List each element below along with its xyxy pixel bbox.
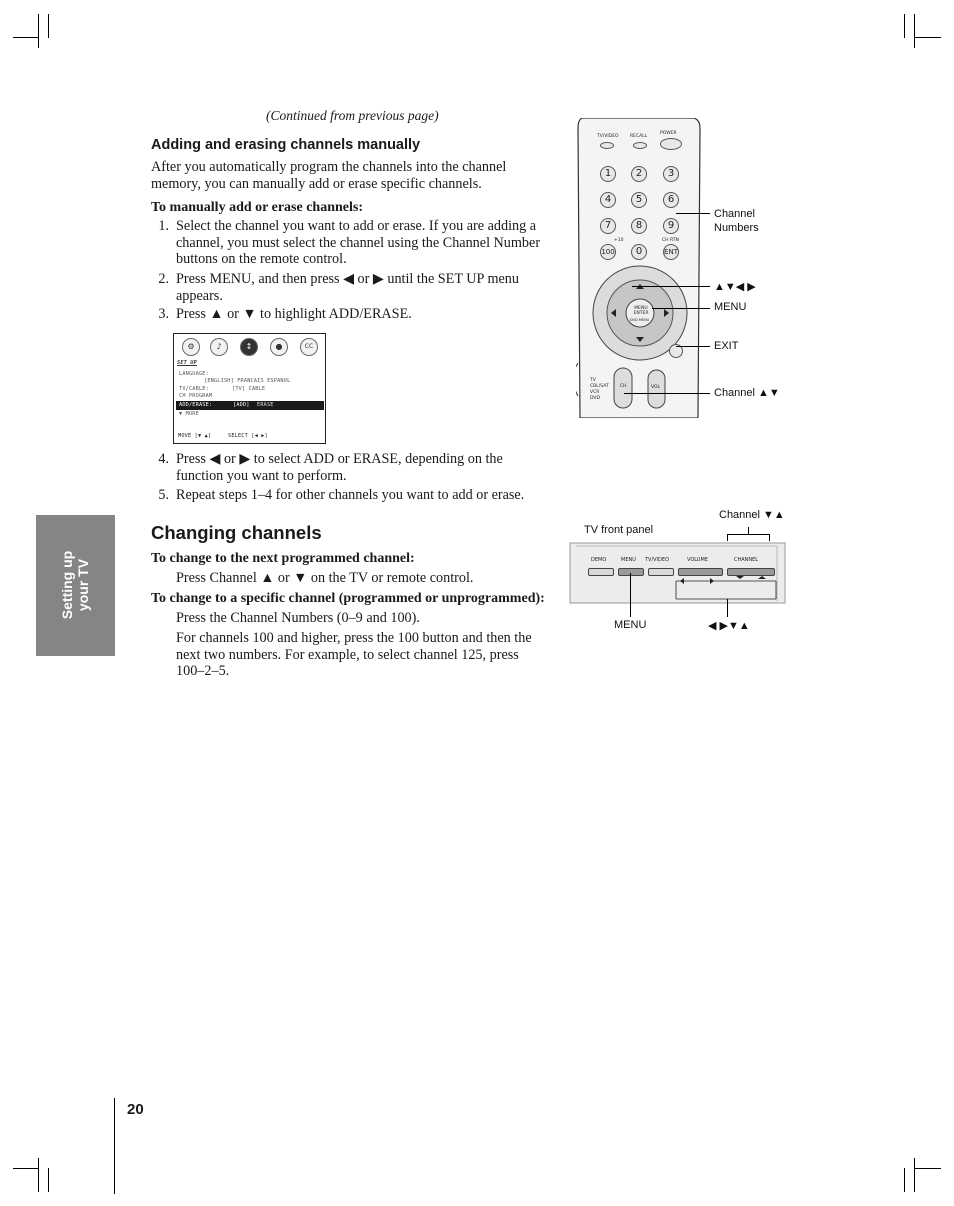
leader-menu <box>652 308 710 309</box>
callout-channel: Channel ▲▼ <box>714 387 780 399</box>
lead-specific-channel: To change to a specific channel (programmed or unprogrammed): <box>151 591 545 606</box>
text-press-numbers: Press the Channel Numbers (0–9 and 100). <box>176 610 420 626</box>
leader-exit <box>676 346 710 347</box>
leader-panel-menu <box>630 573 631 617</box>
panel-volume-label: VOLUME <box>687 557 708 563</box>
leader-channel-numbers <box>676 213 710 214</box>
power-label: POWER <box>660 131 677 136</box>
panel-menu-button[interactable] <box>618 568 644 576</box>
step-3: 3. Press ▲ or ▼ to highlight ADD/ERASE. <box>158 306 412 322</box>
mode-cblsat-label: CBL/SAT <box>590 384 609 389</box>
crop-mark <box>38 14 39 48</box>
panel-channel-label: CHANNEL <box>734 557 759 563</box>
osd-add-value: [ADD] <box>233 402 250 408</box>
plus10-label: +10 <box>614 238 624 243</box>
mode-tv-label: TV <box>590 378 596 383</box>
leader-arrows <box>632 286 710 287</box>
crop-mark <box>48 14 49 38</box>
tv-front-panel-title: TV front panel <box>584 524 654 536</box>
digit-8-button[interactable]: 8 <box>631 218 647 234</box>
chrtn-label: CH RTN <box>662 238 679 243</box>
mode-vcr-label: VCR <box>590 390 600 395</box>
digit-100-button[interactable]: 100 <box>600 244 616 260</box>
setup-icon: ↕ <box>240 338 258 356</box>
panel-tvvideo-button[interactable] <box>648 568 674 576</box>
remote-body-svg <box>576 118 701 418</box>
osd-more: ▼ MORE <box>179 411 199 417</box>
tv-panel-channel-label: Channel ▼▲ <box>719 509 785 521</box>
osd-title: SET UP <box>177 360 197 366</box>
osd-tvcable-label: TV/CABLE: <box>179 386 209 392</box>
osd-move-hint: MOVE [▼ ▲] <box>178 433 212 439</box>
panel-menu-label: MENU <box>621 557 636 563</box>
osd-language-options: [ENGLISH] FRANCAIS ESPANOL <box>204 378 291 384</box>
osd-select-hint: SELECT [◀ ▶] <box>228 433 268 439</box>
step-2: 2. Press MENU, and then press ◀ or ▶ until the SET UP menu appears. <box>158 271 519 304</box>
crop-mark <box>48 1168 49 1192</box>
power-button[interactable] <box>660 138 682 150</box>
osd-ch-program: CH PROGRAM <box>179 393 213 399</box>
tv-front-panel <box>568 541 787 605</box>
crop-mark <box>904 1168 905 1192</box>
callout-menu: MENU <box>714 301 747 313</box>
panel-demo-button[interactable] <box>588 568 614 576</box>
lead-next-programmed: To change to the next programmed channel: <box>151 551 415 566</box>
step-4: 4. Press ◀ or ▶ to select ADD or ERASE, depending on the function you want to perform. <box>158 451 503 484</box>
recall-label: RECALL <box>630 134 648 139</box>
audio-icon: ♪ <box>210 338 228 356</box>
recall-button[interactable] <box>633 142 647 149</box>
menu-enter-label: MENU ENTER <box>633 306 649 316</box>
dvd-menu-label: DVD MENU <box>630 318 650 322</box>
section-heading-changing-channels: Changing channels <box>151 522 322 543</box>
crop-mark <box>13 1168 39 1169</box>
osd-language-label: LANGUAGE: <box>179 371 209 377</box>
tv-video-button[interactable] <box>600 142 614 149</box>
digit-9-button[interactable]: 9 <box>663 218 679 234</box>
digit-3-button[interactable]: 3 <box>663 166 679 182</box>
vol-label: VOL <box>651 385 661 390</box>
side-tab-label: Setting up your TV <box>59 550 91 620</box>
continued-note: (Continued from previous page) <box>266 108 439 123</box>
setup-menu-screen <box>173 333 326 444</box>
digit-0-button[interactable]: 0 <box>631 244 647 260</box>
digit-6-button[interactable]: 6 <box>663 192 679 208</box>
text-100-and-higher: For channels 100 and higher, press the 100 button and then the next two numbers. For example, to select channel 125, press 100–2–5. <box>176 630 532 679</box>
tv-video-label: TV/VIDEO <box>597 134 619 139</box>
intro-paragraph: After you automatically program the channels into the channel memory, you can manually add or erase specific channels. <box>151 159 507 192</box>
lead-manual-add-erase: To manually add or erase channels: <box>151 200 363 215</box>
crop-mark <box>914 14 915 48</box>
panel-demo-label: DEMO <box>591 557 607 563</box>
osd-add-erase-label: ADD/ERASE: <box>179 402 213 408</box>
leader-panel-arrows <box>727 599 728 617</box>
panel-channel-button[interactable] <box>727 568 775 576</box>
callout-arrows: ▲▼◀ ▶ <box>714 281 756 293</box>
step-1: 1. Select the channel you want to add or erase. If you are adding a channel, you must select the channel using the Channel Number buttons on the remote control. <box>158 218 541 267</box>
crop-mark <box>914 1158 915 1192</box>
callout-exit: EXIT <box>714 340 739 352</box>
panel-tvvideo-label: TV/VIDEO <box>645 557 669 563</box>
digit-2-button[interactable]: 2 <box>631 166 647 182</box>
digit-4-button[interactable]: 4 <box>600 192 616 208</box>
section-side-tab <box>36 515 115 656</box>
tv-panel-arrows-label: ◀ ▶▼▲ <box>708 620 750 632</box>
tv-panel-menu-label: MENU <box>614 619 647 631</box>
panel-volume-button[interactable] <box>678 568 723 576</box>
crop-mark <box>915 37 941 38</box>
footer-rule <box>114 1098 115 1194</box>
ent-button[interactable]: ENT <box>663 244 679 260</box>
step-5: 5. Repeat steps 1–4 for other channels you want to add or erase. <box>158 487 525 503</box>
digit-5-button[interactable]: 5 <box>631 192 647 208</box>
crop-mark <box>13 37 39 38</box>
leader-channel <box>624 393 710 394</box>
callout-channel-numbers: Channel Numbers <box>714 208 759 234</box>
page-number: 20 <box>127 1101 144 1118</box>
closed-caption-icon: CC <box>300 338 318 356</box>
crop-mark <box>915 1168 941 1169</box>
picture-icon: ⚙ <box>182 338 200 356</box>
remote-control-illustration <box>576 118 701 418</box>
mode-dvd-label: DVD <box>590 396 600 401</box>
text-press-channel: Press Channel ▲ or ▼ on the TV or remote control. <box>176 570 474 586</box>
tv-panel-channel-bracket <box>727 534 770 541</box>
section-heading-add-erase: Adding and erasing channels manually <box>151 137 421 153</box>
digit-1-button[interactable]: 1 <box>600 166 616 182</box>
crop-mark <box>904 14 905 38</box>
tv-panel-channel-bracket-stem <box>748 527 749 534</box>
ch-label: CH <box>620 384 627 389</box>
osd-tvcable-options: [TV] CABLE <box>232 386 266 392</box>
digit-7-button[interactable]: 7 <box>600 218 616 234</box>
crop-mark <box>38 1158 39 1192</box>
osd-erase: ERASE <box>257 402 274 408</box>
applications-icon: ● <box>270 338 288 356</box>
